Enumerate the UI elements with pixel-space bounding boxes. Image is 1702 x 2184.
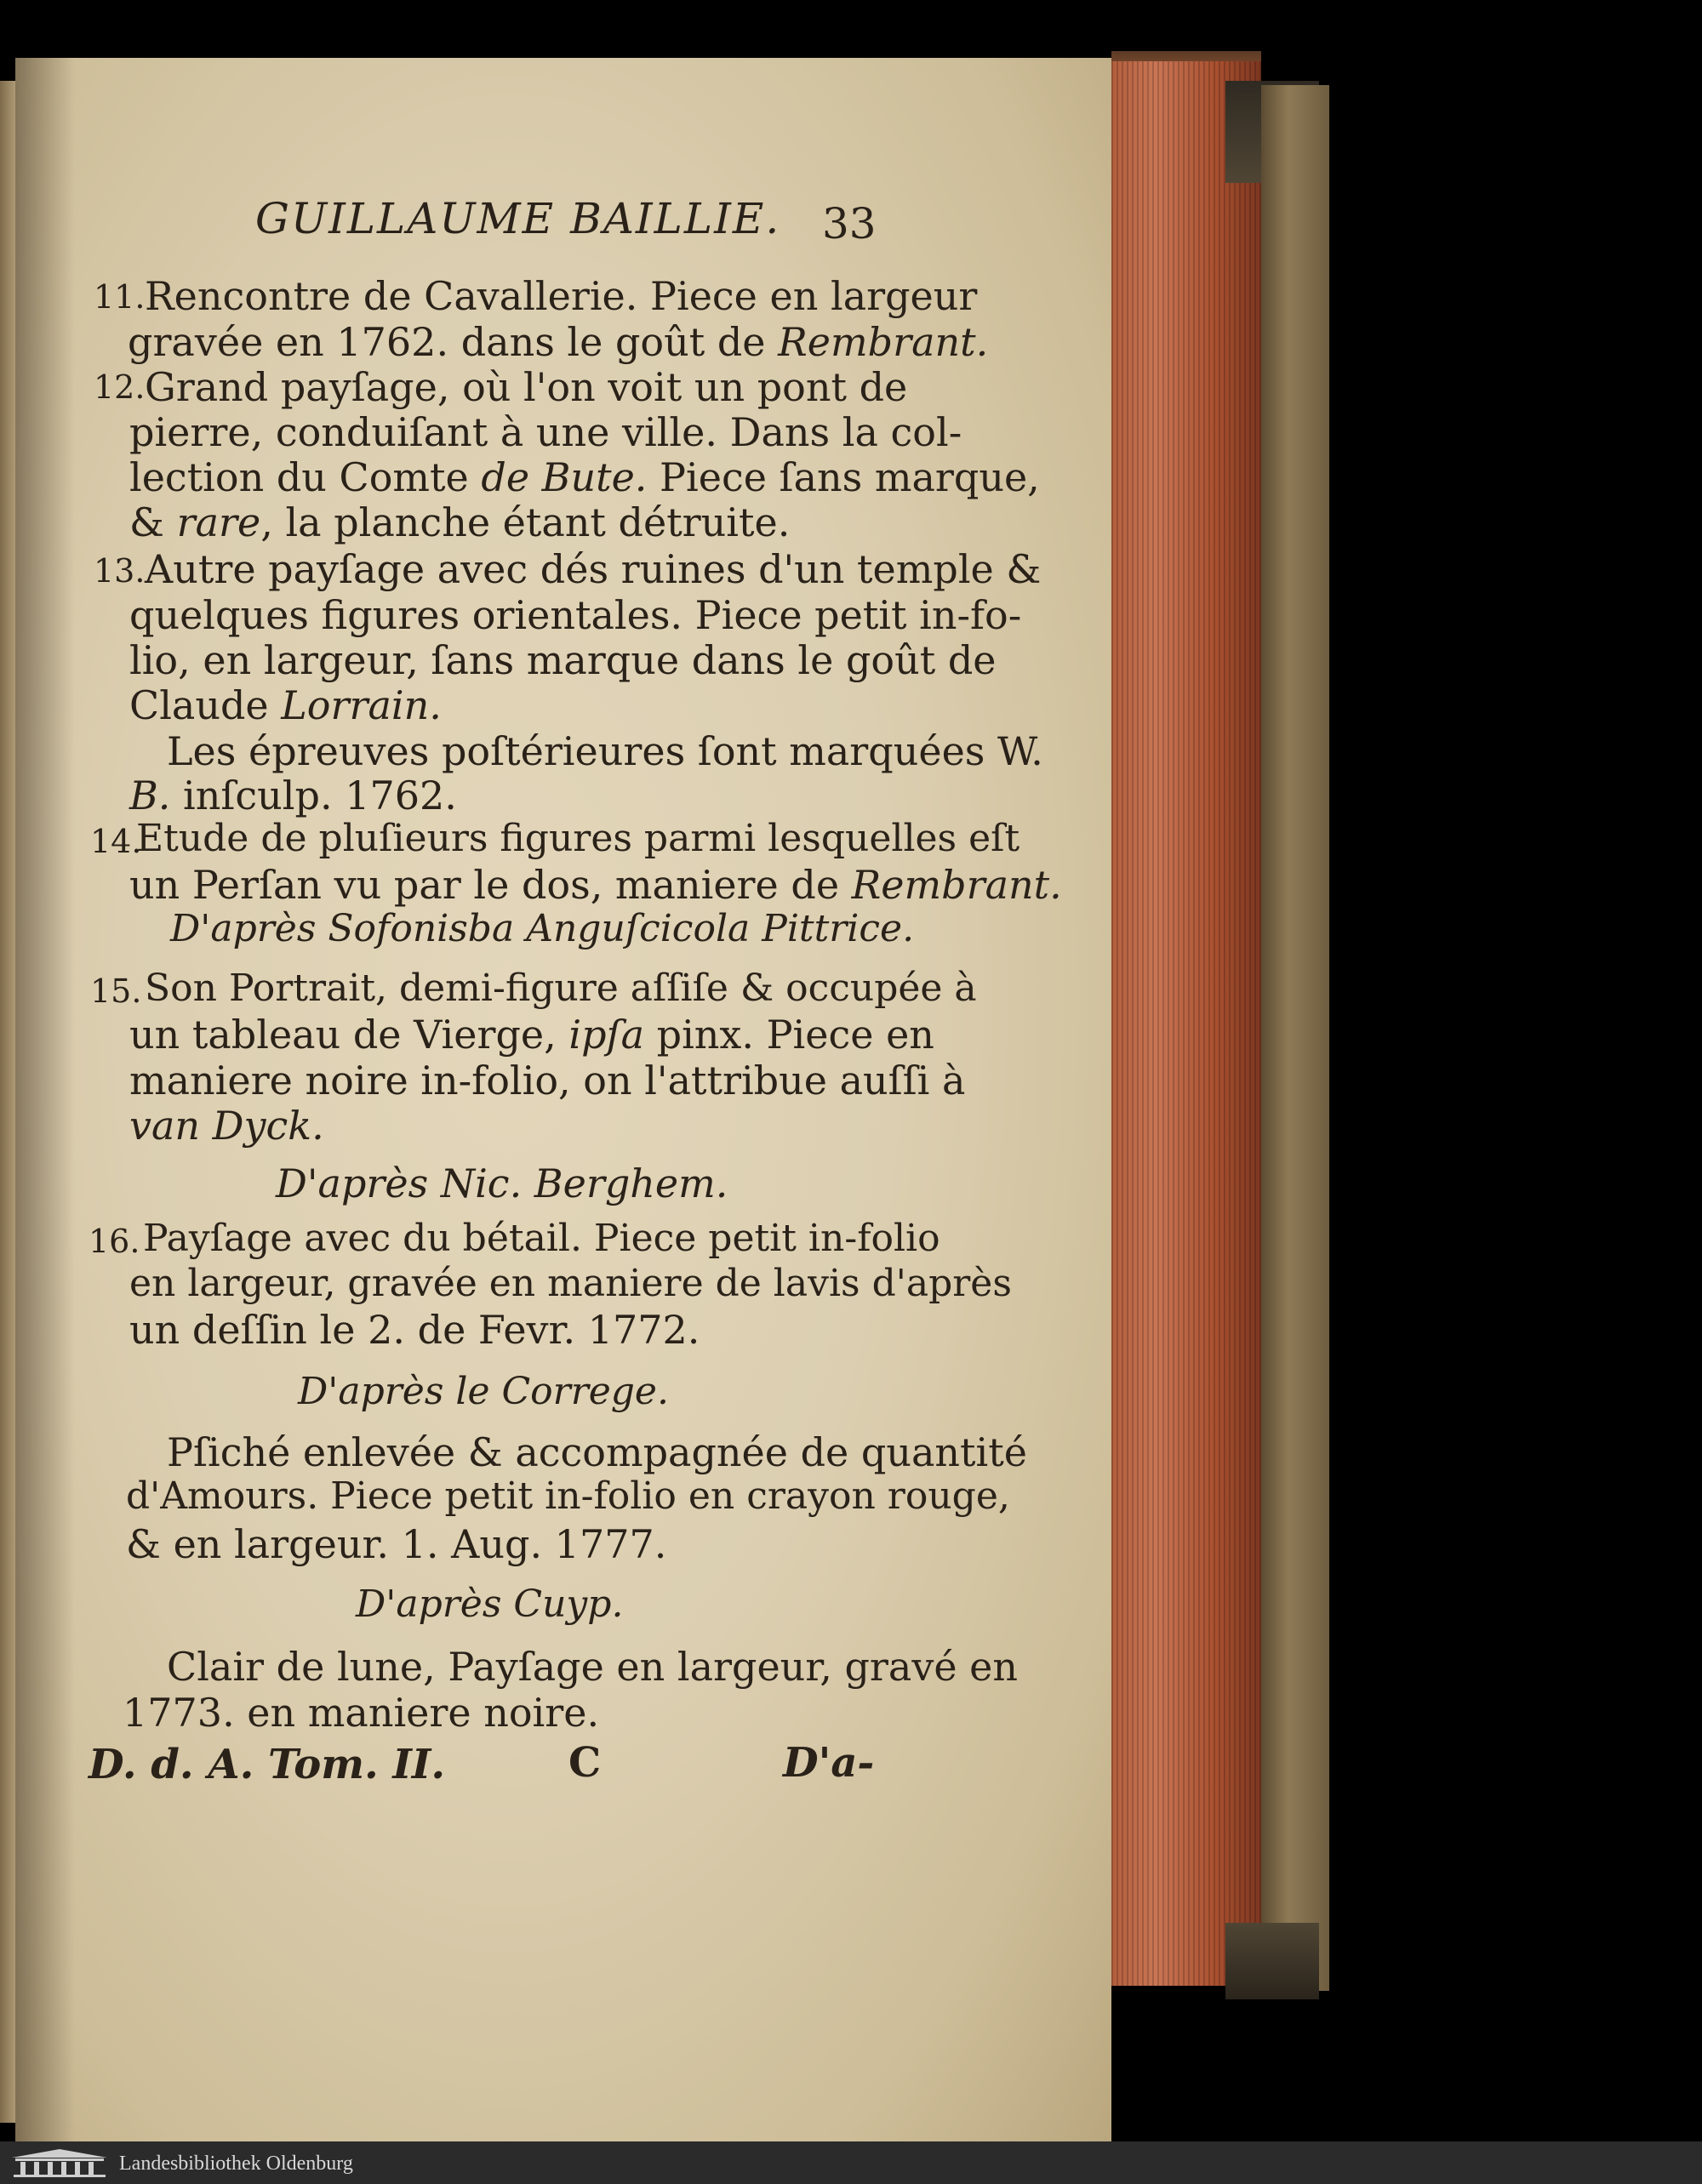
entry-line: Payſage avec du bétail. Piece petit in-folio	[143, 1217, 940, 1260]
catchword: D'a-	[783, 1739, 875, 1787]
entry-number: 15.	[90, 972, 142, 1010]
entry-number: 13.	[94, 552, 146, 590]
entry-line: un deſſin le 2. de Fevr. 1772.	[129, 1307, 700, 1353]
entry-line: Grand payſage, où l'on voit un pont de	[145, 364, 908, 410]
entry-line: d'Amours. Piece petit in-folio en crayon rouge,	[126, 1474, 1010, 1518]
running-title: GUILLAUME BAILLIE.	[255, 194, 781, 243]
entry-number: 14.	[90, 823, 142, 860]
entry-line: lio, en largeur, ſans marque dans le goût de	[129, 637, 997, 683]
entry-line: & rare, la planche étant détruite.	[129, 499, 791, 545]
entry-number: 12.	[94, 368, 146, 406]
entry-number: 11.	[94, 278, 146, 316]
entry-line: van Dyck.	[129, 1103, 324, 1149]
entry-line: & en largeur. 1. Aug. 1777.	[126, 1521, 667, 1567]
library-building-icon	[9, 2147, 111, 2178]
entry-line: 1773. en maniere noire.	[123, 1690, 600, 1736]
entry-line: Rencontre de Cavallerie. Piece en largeur	[145, 273, 978, 319]
entry-line: Pſiché enlevée & accompagnée de quantité	[167, 1429, 1027, 1475]
entry-line: Son Portrait, demi-figure aſſiſe & occupée à	[145, 967, 977, 1010]
section-heading: D'après le Correge.	[298, 1370, 669, 1413]
page-number: 33	[822, 199, 877, 248]
section-heading: D'après Cuyp.	[356, 1582, 624, 1626]
entry-line: maniere noire in-folio, on l'attribue auſſi à	[129, 1058, 966, 1103]
entry-line: gravée en 1762. dans le goût de Rembrant.	[128, 319, 989, 365]
entry-line: pierre, conduiſant à une ville. Dans la col-	[129, 409, 962, 455]
gutter-shadow	[15, 58, 75, 2153]
entry-line: Autre payſage avec dés ruines d'un temple &	[145, 546, 1042, 592]
entry-line: Claude Lorrain.	[129, 682, 442, 728]
binding-board	[1261, 85, 1329, 1991]
signature-mark: C	[568, 1739, 602, 1787]
entry-line: lection du Comte de Bute. Piece ſans marque,	[129, 454, 1040, 500]
entry-line: quelques figures orientales. Piece petit in-fo-	[129, 592, 1022, 638]
binding-bottom	[1225, 1923, 1319, 1999]
red-page-edges	[1111, 61, 1261, 1986]
entry-line: Etude de pluſieurs figures parmi lesquelles eſt	[136, 817, 1020, 860]
entry-line: Clair de lune, Payſage en largeur, gravé en	[167, 1644, 1019, 1690]
entry-number: 16.	[89, 1223, 140, 1260]
entry-line: en largeur, gravée en maniere de lavis d'après	[129, 1262, 1012, 1305]
library-name[interactable]: Landesbibliothek Oldenburg	[119, 2153, 353, 2175]
signature-left: D. d. A. Tom. II.	[89, 1741, 446, 1788]
entry-line: un Perſan vu par le dos, maniere de Rembrant.	[129, 862, 1062, 908]
entry-line: Les épreuves poſtérieures ſont marquées W.	[167, 728, 1043, 774]
entry-line: un tableau de Vierge, ipſa pinx. Piece en	[129, 1012, 934, 1058]
entry-line: B. inſculp. 1762.	[129, 773, 457, 818]
section-heading: D'après Sofonisba Anguſcicola Pittrice.	[170, 907, 915, 950]
section-heading: D'après Nic. Berghem.	[276, 1160, 728, 1206]
